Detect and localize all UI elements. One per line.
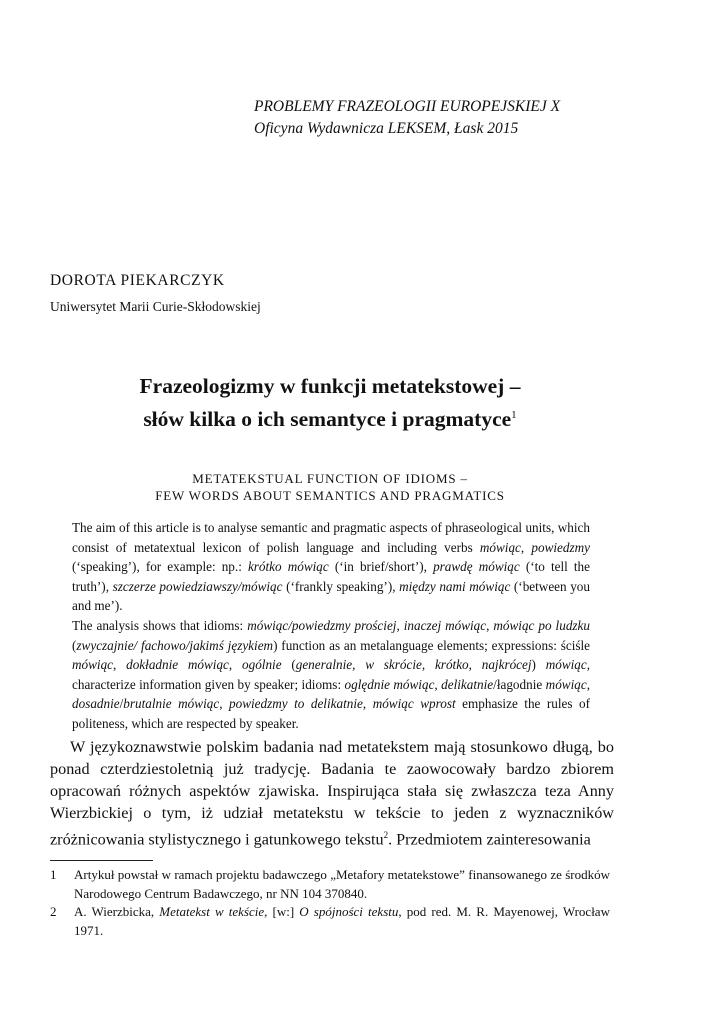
text-run: ) function as an metalanguage elements; expressions: ściśle <box>273 637 591 653</box>
text-run: The aim of this article is to analyse semantic and pragmatic aspects of phraseological units, which consist of metatextual lexicon of polish language and including verbs <box>72 520 590 555</box>
italic-term: mówiąc <box>545 657 587 673</box>
text-run: ( <box>72 637 77 653</box>
body-paragraph-1 <box>50 736 614 850</box>
text-run: (‘between you and me’). <box>72 578 590 614</box>
italic-term: zwyczajnie/ fachowo/jakimś językiem <box>76 637 274 653</box>
footnote <box>50 903 610 940</box>
text-run: Artykuł powstał w ramach projektu badawczego „Metafory metatekstowe” finansowanego ze środków Narodowego Centrum Badawczego, nr NN 104 370840. <box>74 867 610 901</box>
text-run: , <box>219 696 229 712</box>
text-run: (‘to tell the truth’), <box>72 559 590 594</box>
text-run: (‘frankly speaking’), <box>282 578 400 594</box>
series-header <box>254 96 560 140</box>
italic-term: oględnie mówiąc <box>344 676 435 692</box>
italic-term: krótko <box>434 657 469 673</box>
italic-term: krótko mówiąc <box>247 559 329 575</box>
italic-term: mówiąc <box>479 539 521 555</box>
footnote-separator <box>50 860 153 861</box>
italic-term: mówiąc <box>545 676 587 692</box>
italic-term: mówiąc <box>72 657 114 673</box>
italic-term: mówiąc/powiedzmy prościej <box>247 617 397 633</box>
text-run: ( <box>281 657 296 673</box>
italic-term: Metatekst w tekście <box>159 904 265 919</box>
footnote <box>50 866 610 903</box>
text-run: , pod red. M. R. Mayenowej, Wrocław 1971. <box>74 904 610 938</box>
english-title <box>0 470 660 504</box>
footnotes <box>50 866 610 940</box>
abstract <box>72 518 590 734</box>
footnote-number: 2 <box>50 904 57 919</box>
text-run: , <box>396 617 404 633</box>
footnote-text <box>74 903 610 940</box>
text-run: , <box>468 657 482 673</box>
title-line-2 <box>0 401 660 434</box>
body-paragraph-1-text: W językoznawstwie polskim badania nad metatekstem mają stosunkowo długą, bo ponad czterdziestoletnią już tradycję. Badania te zaowocowały bardzo zbiorem opracowań różnych aspektów zjawiska. Inspirująca stała się zwłaszcza teza Anny Wierzbickiej o tym, iż udział metatekstu w tekście to jeden z wyznaczników zróżnicowania stylistycznego i gatunkowego tekstu <box>50 738 614 849</box>
english-title-line-2: FEW WORDS ABOUT SEMANTICS AND PRAGMATICS <box>155 488 505 503</box>
text-run: , [w:] <box>264 904 300 919</box>
author-affiliation: Uniwersytet Marii Curie-Skłodowskiej <box>50 299 261 314</box>
title-line-1: Frazeologizmy w funkcji metatekstowej – <box>139 374 521 398</box>
text-run: The analysis shows that idioms: <box>72 617 248 633</box>
text-run: /łagodnie <box>493 676 546 692</box>
italic-term: generalnie <box>295 657 353 673</box>
italic-term: prawdę mówiąc <box>433 559 520 575</box>
italic-term: dokładnie mówiąc <box>126 657 229 673</box>
text-run: A. Wierzbicka, <box>74 904 160 919</box>
publisher-line: Oficyna Wydawnicza LEKSEM, Łask 2015 <box>254 120 519 137</box>
text-run: , <box>352 657 366 673</box>
text-run: (‘in brief/short’), <box>328 559 434 575</box>
text-run: , <box>362 696 373 712</box>
body-paragraph-1-continuation: . Przedmiotem zainteresowania <box>388 830 591 849</box>
text-run: , <box>113 657 127 673</box>
article-title <box>0 372 660 434</box>
text-run: / <box>119 696 124 712</box>
author-name: DOROTA PIEKARCZYK <box>50 272 225 289</box>
italic-term: powiedzmy <box>531 539 590 555</box>
abstract-paragraph-1 <box>72 518 590 616</box>
text-run: , <box>228 657 242 673</box>
italic-term: powiedzmy to delikatnie <box>229 696 363 712</box>
italic-term: ogólnie <box>242 657 282 673</box>
title-footnote-ref: 1 <box>511 409 517 421</box>
text-run: , <box>421 657 435 673</box>
italic-term: inaczej mówiąc <box>403 617 487 633</box>
text-run: , characterize information given by speaker; idioms: <box>72 657 591 692</box>
italic-term: w skrócie <box>365 657 422 673</box>
text-run: , <box>486 617 494 633</box>
italic-term: szczerze powiedziawszy/mówiąc <box>112 578 283 594</box>
text-run: emphasize the rules of politeness, which are respected by speaker. <box>72 696 591 731</box>
italic-term: dosadnie <box>72 696 120 712</box>
text-run: , <box>520 539 532 555</box>
italic-term: delikatnie <box>441 676 494 692</box>
text-run: ) <box>531 657 546 673</box>
italic-term: mówiąc po ludzku <box>493 617 590 633</box>
text-run: , <box>434 676 442 692</box>
title-line-2-text: słów kilka o ich semantyce i pragmatyce <box>143 407 512 432</box>
text-run: , <box>586 676 590 692</box>
footnote-number: 1 <box>50 867 57 882</box>
abstract-paragraph-2 <box>72 616 590 734</box>
italic-term: O spójności tekstu <box>299 904 399 919</box>
body-footnote-ref: 2 <box>383 830 389 840</box>
text-run: (‘speaking’), for example: np.: <box>72 559 248 575</box>
footnote-text <box>74 866 610 903</box>
body-text <box>50 736 614 850</box>
italic-term: między nami mówiąc <box>399 578 511 594</box>
english-title-line-1: METATEKSTUAL FUNCTION OF IDIOMS – <box>192 471 468 486</box>
italic-term: brutalnie mówiąc <box>123 696 220 712</box>
italic-term: najkrócej <box>481 657 532 673</box>
italic-term: mówiąc wprost <box>372 696 456 712</box>
series-title: PROBLEMY FRAZEOLOGII EUROPEJSKIEJ X <box>254 98 561 115</box>
